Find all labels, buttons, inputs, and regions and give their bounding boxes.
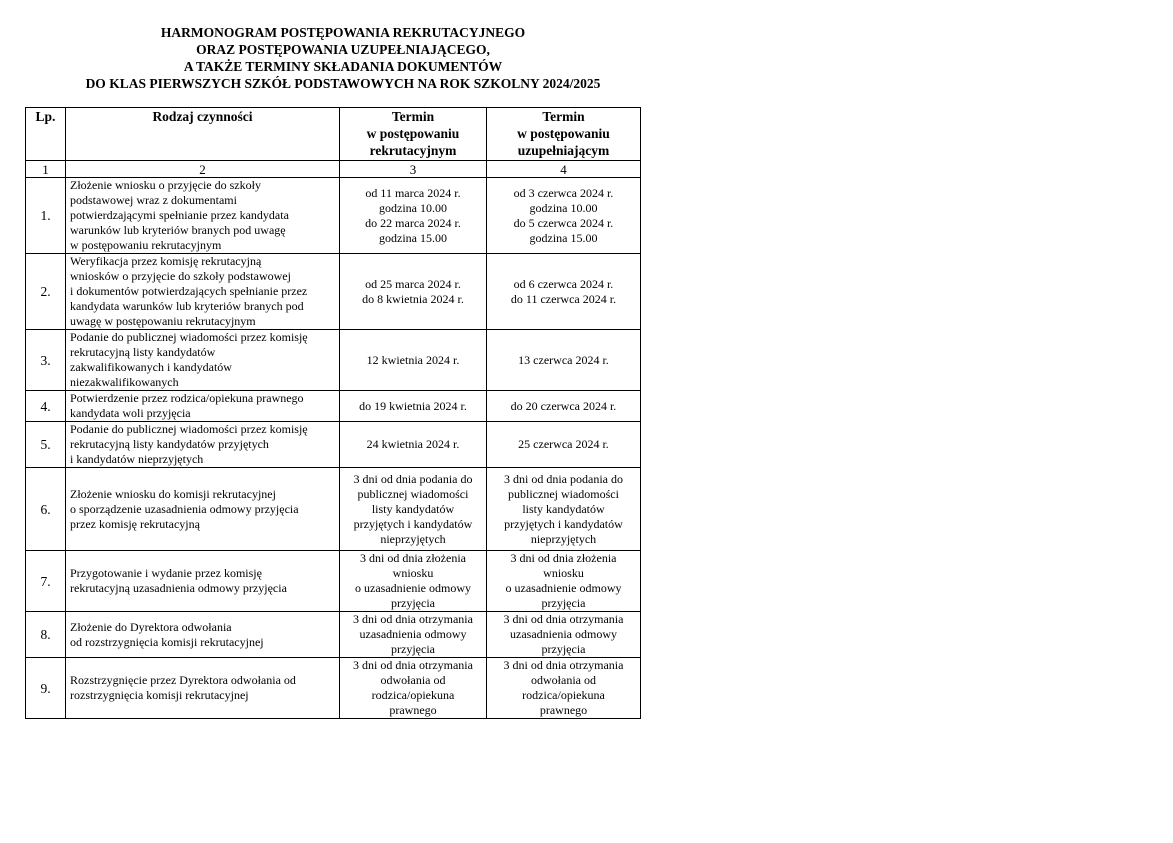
header-row	[26, 108, 641, 161]
table-row	[26, 551, 641, 612]
term-line: godzina 15.00	[379, 230, 447, 245]
term-line: o uzasadnienie odmowy	[355, 581, 471, 595]
activity-description	[66, 254, 340, 330]
term-line: do 20 czerwca 2024 r.	[510, 398, 617, 413]
term-line: 3 dni od dnia podania do	[504, 471, 623, 486]
description-line: rekrutacyjną uzasadnienia odmowy przyjęcia	[70, 581, 287, 595]
term-rekrutacyjny	[340, 422, 487, 468]
term-rekrutacyjny	[340, 468, 487, 551]
table-row	[26, 178, 641, 254]
term-line: rodzica/opiekuna	[371, 688, 455, 702]
description-line: Przygotowanie i wydanie przez komisję	[70, 566, 262, 580]
term-line: przyjęcia	[541, 596, 586, 610]
description-line: rekrutacyjną listy kandydatów przyjętych	[70, 437, 269, 451]
header-term-rekrutacyjny	[340, 108, 487, 161]
term-line: uzasadnienia odmowy	[510, 627, 617, 641]
term-rekrutacyjny	[340, 658, 487, 719]
term-line: 3 dni od dnia otrzymania	[503, 658, 624, 672]
activity-description	[66, 391, 340, 422]
description-line: Podanie do publicznej wiadomości przez komisję	[70, 330, 308, 344]
activity-description	[66, 551, 340, 612]
term-line: 25 czerwca 2024 r.	[518, 437, 609, 451]
term-rekrutacyjny	[340, 178, 487, 254]
activity-description	[66, 658, 340, 719]
header-term-rek-line: rekrutacyjnym	[369, 143, 457, 158]
description-line: Złożenie wniosku do komisji rekrutacyjnej	[70, 486, 276, 501]
description-line: i kandydatów nieprzyjętych	[70, 452, 204, 466]
term-line: 3 dni od dnia podania do	[353, 471, 473, 486]
title-line-4: DO KLAS PIERWSZYCH SZKÓŁ PODSTAWOWYCH NA ROK SZKOLNY 2024/2025	[85, 76, 601, 91]
term-line: publicznej wiadomości	[357, 486, 469, 501]
term-line: listy kandydatów	[371, 501, 455, 516]
table-row	[26, 422, 641, 468]
description-line: rekrutacyjną listy kandydatów	[70, 345, 216, 359]
description-line: rozstrzygnięcia komisji rekrutacyjnej	[70, 688, 249, 702]
term-line: 3 dni od dnia złożenia	[510, 551, 617, 565]
term-line: do 19 kwietnia 2024 r.	[359, 398, 467, 413]
term-line: do 11 czerwca 2024 r.	[510, 291, 617, 306]
term-line: odwołania od	[531, 673, 596, 687]
description-line: kandydata warunków lub kryteriów branych pod	[70, 299, 304, 313]
term-rekrutacyjny	[340, 551, 487, 612]
term-uzupelniajacy	[487, 422, 641, 468]
term-line: przyjęcia	[391, 642, 435, 656]
row-number: 1.	[26, 178, 66, 254]
term-line: odwołania od	[380, 673, 446, 687]
term-line: prawnego	[539, 703, 588, 717]
term-line: przyjętych i kandydatów	[353, 516, 473, 531]
activity-description	[66, 612, 340, 658]
description-line: Złożenie wniosku o przyjęcie do szkoły	[70, 178, 261, 192]
term-uzupelniajacy	[487, 658, 641, 719]
term-uzupelniajacy	[487, 551, 641, 612]
description-line: wniosków o przyjęcie do szkoły podstawowej	[70, 269, 291, 283]
header-rodzaj: Rodzaj czynności	[66, 108, 340, 161]
table-row	[26, 658, 641, 719]
term-rekrutacyjny	[340, 254, 487, 330]
term-line: od 11 marca 2024 r.	[365, 185, 461, 200]
title-line-1: HARMONOGRAM POSTĘPOWANIA REKRUTACYJNEGO	[160, 25, 526, 40]
column-number: 2	[66, 161, 340, 178]
description-line: o sporządzenie uzasadnienia odmowy przyjęcia	[70, 501, 299, 516]
term-line: przyjętych i kandydatów	[504, 516, 623, 531]
title-line-2: ORAZ POSTĘPOWANIA UZUPEŁNIAJĄCEGO,	[196, 42, 490, 57]
term-line: 3 dni od dnia otrzymania	[503, 612, 624, 626]
term-line: 3 dni od dnia otrzymania	[353, 658, 473, 672]
row-number: 8.	[26, 612, 66, 658]
header-term-rek-line: Termin	[391, 109, 435, 124]
column-number: 1	[26, 161, 66, 178]
table-row	[26, 468, 641, 551]
schedule-table	[25, 107, 641, 719]
document-title	[40, 24, 646, 92]
term-line: godzina 10.00	[529, 200, 598, 215]
description-line: i dokumentów potwierdzających spełnianie przez	[70, 284, 308, 298]
term-line: nieprzyjętych	[530, 531, 597, 546]
row-number: 2.	[26, 254, 66, 330]
term-line: publicznej wiadomości	[508, 486, 619, 501]
header-lp: Lp.	[26, 108, 66, 161]
header-term-uzu-line: uzupełniającym	[517, 143, 610, 158]
term-line: przyjęcia	[391, 596, 435, 610]
term-line: 13 czerwca 2024 r.	[518, 352, 609, 367]
activity-description	[66, 468, 340, 551]
term-uzupelniajacy	[487, 254, 641, 330]
term-line: 12 kwietnia 2024 r.	[366, 352, 460, 367]
schedule-body	[26, 161, 641, 719]
description-line: podstawowej wraz z dokumentami	[70, 193, 237, 207]
term-line: od 6 czerwca 2024 r.	[513, 276, 614, 291]
term-line: do 22 marca 2024 r.	[365, 215, 461, 230]
header-term-uzu-line: Termin	[542, 109, 585, 124]
term-uzupelniajacy	[487, 330, 641, 391]
term-line: do 5 czerwca 2024 r.	[513, 215, 614, 230]
table-row	[26, 391, 641, 422]
term-line: do 8 kwietnia 2024 r.	[362, 291, 464, 306]
term-uzupelniajacy	[487, 612, 641, 658]
description-line: w postępowaniu rekrutacyjnym	[70, 238, 222, 252]
term-line: godzina 10.00	[379, 200, 447, 215]
term-line: 3 dni od dnia otrzymania	[353, 612, 473, 626]
row-number: 4.	[26, 391, 66, 422]
description-line: Podanie do publicznej wiadomości przez komisję	[70, 422, 308, 436]
term-uzupelniajacy	[487, 391, 641, 422]
term-line: od 25 marca 2024 r.	[365, 276, 461, 291]
title-line-3: A TAKŻE TERMINY SKŁADANIA DOKUMENTÓW	[183, 59, 503, 74]
term-rekrutacyjny	[340, 612, 487, 658]
term-line: wniosku	[392, 566, 434, 580]
term-line: przyjęcia	[541, 642, 586, 656]
term-line: nieprzyjętych	[380, 531, 446, 546]
table-row	[26, 330, 641, 391]
description-line: zakwalifikowanych i kandydatów	[70, 360, 232, 374]
column-number: 3	[340, 161, 487, 178]
column-number-row	[26, 161, 641, 178]
header-term-rek-line: w postępowaniu	[366, 126, 460, 141]
term-line: rodzica/opiekuna	[522, 688, 605, 702]
row-number: 7.	[26, 551, 66, 612]
term-line: prawnego	[389, 703, 437, 717]
description-line: uwagę w postępowaniu rekrutacyjnym	[70, 314, 256, 328]
column-number: 4	[487, 161, 641, 178]
term-line: uzasadnienia odmowy	[359, 627, 467, 641]
description-line: Złożenie do Dyrektora odwołania	[70, 619, 232, 634]
term-line: 24 kwietnia 2024 r.	[366, 437, 460, 451]
description-line: Rozstrzygnięcie przez Dyrektora odwołania od	[70, 673, 296, 687]
term-line: godzina 15.00	[529, 230, 598, 245]
row-number: 3.	[26, 330, 66, 391]
description-line: warunków lub kryteriów branych pod uwagę	[70, 223, 286, 237]
header-term-uzupelniajacy	[487, 108, 641, 161]
header-term-uzu-line: w postępowaniu	[517, 126, 610, 141]
table-row	[26, 612, 641, 658]
term-line: o uzasadnienie odmowy	[505, 581, 622, 595]
term-rekrutacyjny	[340, 391, 487, 422]
table-row	[26, 254, 641, 330]
activity-description	[66, 178, 340, 254]
activity-description	[66, 330, 340, 391]
term-uzupelniajacy	[487, 178, 641, 254]
term-rekrutacyjny	[340, 330, 487, 391]
term-line: listy kandydatów	[522, 501, 605, 516]
description-line: Potwierdzenie przez rodzica/opiekuna prawnego	[70, 391, 304, 405]
description-line: Weryfikacja przez komisję rekrutacyjną	[70, 254, 262, 268]
term-uzupelniajacy	[487, 468, 641, 551]
row-number: 5.	[26, 422, 66, 468]
description-line: od rozstrzygnięcia komisji rekrutacyjnej	[70, 634, 264, 649]
term-line: od 3 czerwca 2024 r.	[513, 185, 614, 200]
row-number: 6.	[26, 468, 66, 551]
row-number: 9.	[26, 658, 66, 719]
description-line: potwierdzającymi spełnianie przez kandydata	[70, 208, 289, 222]
term-line: 3 dni od dnia złożenia	[360, 551, 466, 565]
description-line: niezakwalifikowanych	[70, 375, 179, 389]
description-line: kandydata woli przyjęcia	[70, 406, 191, 420]
term-line: wniosku	[543, 566, 584, 580]
description-line: przez komisję rekrutacyjną	[70, 516, 200, 531]
activity-description	[66, 422, 340, 468]
